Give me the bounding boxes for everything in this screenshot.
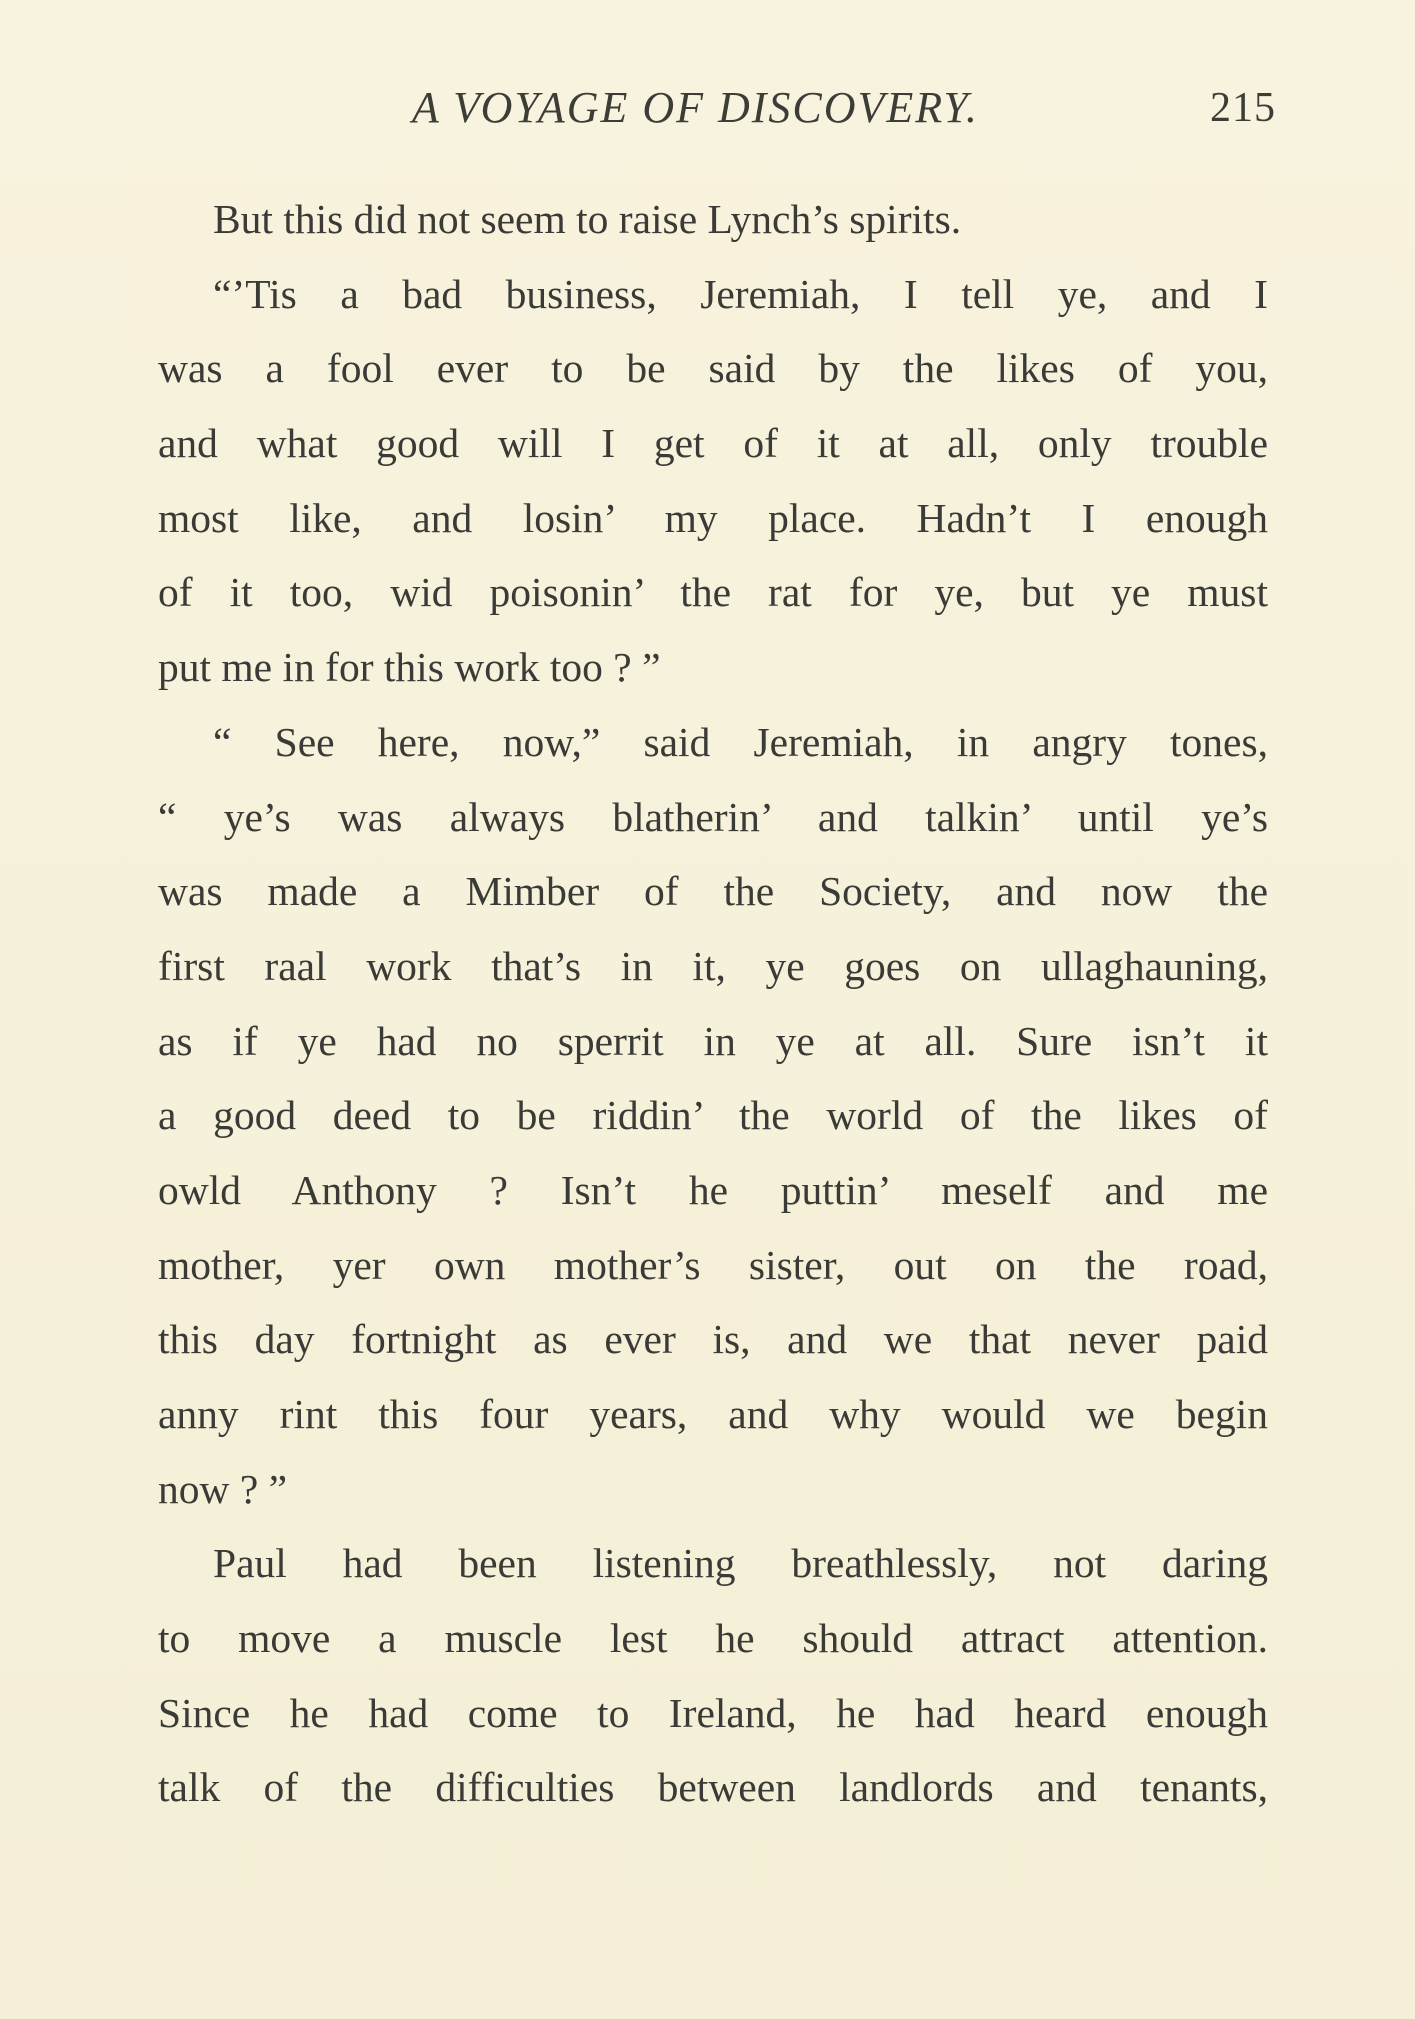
text-line: was made a Mimber of the Society, and now the: [158, 868, 1268, 915]
running-title: A VOYAGE OF DISCOVERY.: [412, 83, 979, 132]
text-line: Paul had been listening breathlessly, not daring: [213, 1540, 1268, 1587]
text-line: owld Anthony ? Isn’t he puttin’ meself and me: [158, 1166, 1268, 1213]
text-line: mother, yer own mother’s sister, out on the road,: [158, 1241, 1268, 1288]
text-line: “ See here, now,” said Jeremiah, in angry tones,: [213, 718, 1268, 765]
text-line: a good deed to be riddin’ the world of the likes of: [158, 1092, 1268, 1139]
text-line: anny rint this four years, and why would we begin: [158, 1391, 1268, 1437]
text-line: But this did not seem to raise Lynch’s spirits.: [213, 196, 962, 242]
running-head: [0, 82, 1415, 142]
text-line: this day fortnight as ever is, and we that never paid: [158, 1316, 1268, 1363]
text-line: now ? ”: [158, 1465, 288, 1512]
text-line: was a fool ever to be said by the likes of you,: [158, 345, 1268, 392]
body-text: [158, 182, 1268, 1825]
text-line: Since he had come to Ireland, he had heard enough: [158, 1689, 1268, 1736]
text-line: “ ye’s was always blatherin’ and talkin’ until ye’s: [158, 793, 1268, 840]
text-line: as if ye had no sperrit in ye at all. Sure isn’t it: [158, 1017, 1268, 1064]
text-line: of it too, wid poisonin’ the rat for ye, but ye must: [158, 569, 1268, 616]
text-line: to move a muscle lest he should attract attention.: [158, 1615, 1268, 1662]
text-line: first raal work that’s in it, ye goes on ullaghauning,: [158, 942, 1268, 989]
text-line: and what good will I get of it at all, only trouble: [158, 420, 1268, 467]
page-number: 215: [1210, 85, 1276, 131]
text-line: talk of the difficulties between landlords and tenants,: [158, 1764, 1268, 1811]
text-line: put me in for this work too ? ”: [158, 644, 661, 691]
text-line: “’Tis a bad business, Jeremiah, I tell ye, and I: [213, 270, 1268, 317]
text-line: most like, and losin’ my place. Hadn’t I enough: [158, 494, 1268, 541]
